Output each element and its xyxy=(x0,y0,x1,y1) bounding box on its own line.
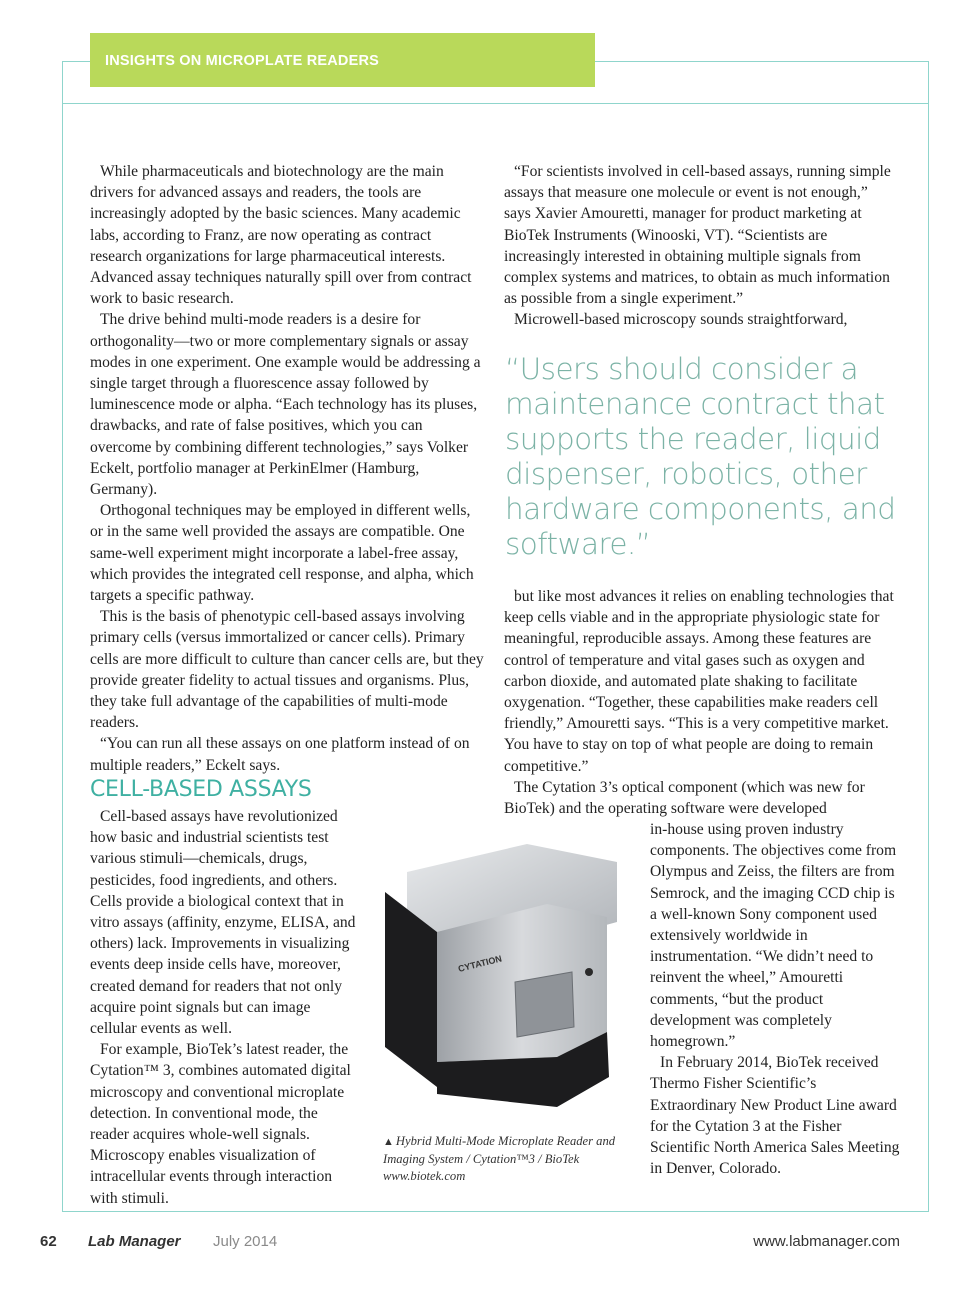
right-column-narrow xyxy=(650,819,900,1179)
left-column xyxy=(90,161,484,776)
body-paragraph: in-house using proven industry components. The objectives come from Olympus and Zeiss, the filters are from Semrock, and the imaging CCD chip is a well-known Sony component used extensively worldwide in instrumentation. “We didn’t need to reinvent the wheel,” Amouretti comments, “but the product development was completely homegrown.” xyxy=(650,821,897,1051)
issue-date: July 2014 xyxy=(213,1233,278,1250)
reader-brand-label: CYTATION xyxy=(457,953,503,974)
header-rule xyxy=(62,103,929,104)
body-paragraph: “For scientists involved in cell-based assays, running simple assays that measure one molecule or event is not enough,” says Xavier Amouretti, manager for product marketing at BioTek Instruments (Winooski, VT). “Scientists are increasingly interested in obtaining multiple signals from complex systems and matrices, to obtain as much information as possible from a single experiment.” xyxy=(504,163,891,308)
magazine-name: Lab Manager xyxy=(88,1233,181,1250)
product-photo xyxy=(377,832,637,1122)
pull-quote: “Users should consider a maintenance contract that supports the reader, liquid dispenser, robotics, other hardware components, and software.” xyxy=(505,352,896,561)
website-link[interactable]: www.labmanager.com xyxy=(753,1233,900,1250)
reader-power-button xyxy=(585,968,593,976)
right-column-middle xyxy=(504,586,896,819)
body-paragraph: The Cytation 3’s optical component (which was new for BioTek) and the operating software were developed xyxy=(504,778,865,818)
photo-caption-text: Hybrid Multi-Mode Microplate Reader and Imaging System / Cytation™3 / BioTek www.biotek.com xyxy=(383,1134,616,1183)
left-column-lower xyxy=(90,806,360,1209)
caret-up-icon: ▲ xyxy=(383,1136,394,1148)
section-banner xyxy=(90,33,595,87)
body-paragraph: The drive behind multi-mode readers is a desire for orthogonality—two or more complementary signals or assay modes in one experiment. One example would be addressing a single target through a fluorescence assay followed by luminescence mode or alpha. “Each technology has its pluses, drawbacks, and rate of false positives, which you can overcome by combining different technologies,” says Volker Eckelt, portfolio manager at PerkinElmer (Hamburg, Germany). xyxy=(90,311,481,499)
body-paragraph: “You can run all these assays on one platform instead of on multiple readers,” Eckelt says. xyxy=(90,735,470,774)
section-subhead: CELL-BASED ASSAYS xyxy=(90,777,312,802)
body-paragraph: Cell-based assays have revolutionized how basic and industrial scientists test various stimuli—chemicals, drugs, pesticides, food ingredients, and others. Cells provide a biological context that in vitro assays (affinity, enzyme, ELISA, and others) lack. Improvements in visualizing events deep inside cells have, moreover, created demand for readers that not only acquire point signals but can image cellular events as well. xyxy=(90,808,356,1038)
section-banner-label: INSIGHTS ON MICROPLATE READERS xyxy=(105,53,379,69)
body-paragraph: For example, BioTek’s latest reader, the Cytation™ 3, combines automated digital microscopy and conventional microplate detection. In conventional mode, the reader acquires whole-well signals. Microscopy enables visualization of intracellular events through interaction with stimuli. xyxy=(90,1041,351,1207)
body-paragraph: While pharmaceuticals and biotechnology are the main drivers for advanced assays and readers, the tools are increasingly adopted by the basic sciences. Many academic labs, according to Franz, are now operating as contract research organizations for large pharmaceutical interests. Advanced assay techniques naturally spill over from contract work to basic research. xyxy=(90,163,472,308)
body-paragraph: but like most advances it relies on enabling technologies that keep cells viable and in the appropriate physiologic state for meaningful, reproducible assays. Among these features are control of temperature and vital gases such as oxygen and carbon dioxide, and automated plate shaking to facilitate oxygenation. “Together, these capabilities make readers cell friendly,” Amouretti says. “This is a very competitive market. You have to stay on top of what people are doing to remain competitive.” xyxy=(504,588,894,775)
page-number: 62 xyxy=(40,1233,57,1250)
body-paragraph: Microwell-based microscopy sounds straightforward, xyxy=(514,311,848,329)
reader-plate-door xyxy=(515,972,574,1037)
body-paragraph: This is the basis of phenotypic cell-based assays involving primary cells (versus immortalized or cancer cells). Primary cells are more difficult to culture than cancer cells are, but they provide greater fidelity to actual tissues and organisms. Plus, they take full advantage of the capabilities of multi-mode readers. xyxy=(90,608,484,732)
body-paragraph: In February 2014, BioTek received Thermo Fisher Scientific’s Extraordinary New Product Line award for the Cytation 3 at the Fisher Scientific North America Sales Meeting in Denver, Colorado. xyxy=(650,1054,900,1178)
body-paragraph: Orthogonal techniques may be employed in different wells, or in the same well provided the assays are compatible. One same-well experiment might incorporate a label-free assay, which provides the integrated cell response, and alpha, which targets a specific pathway. xyxy=(90,502,474,605)
photo-caption xyxy=(383,1133,628,1185)
right-column-top xyxy=(504,161,896,331)
